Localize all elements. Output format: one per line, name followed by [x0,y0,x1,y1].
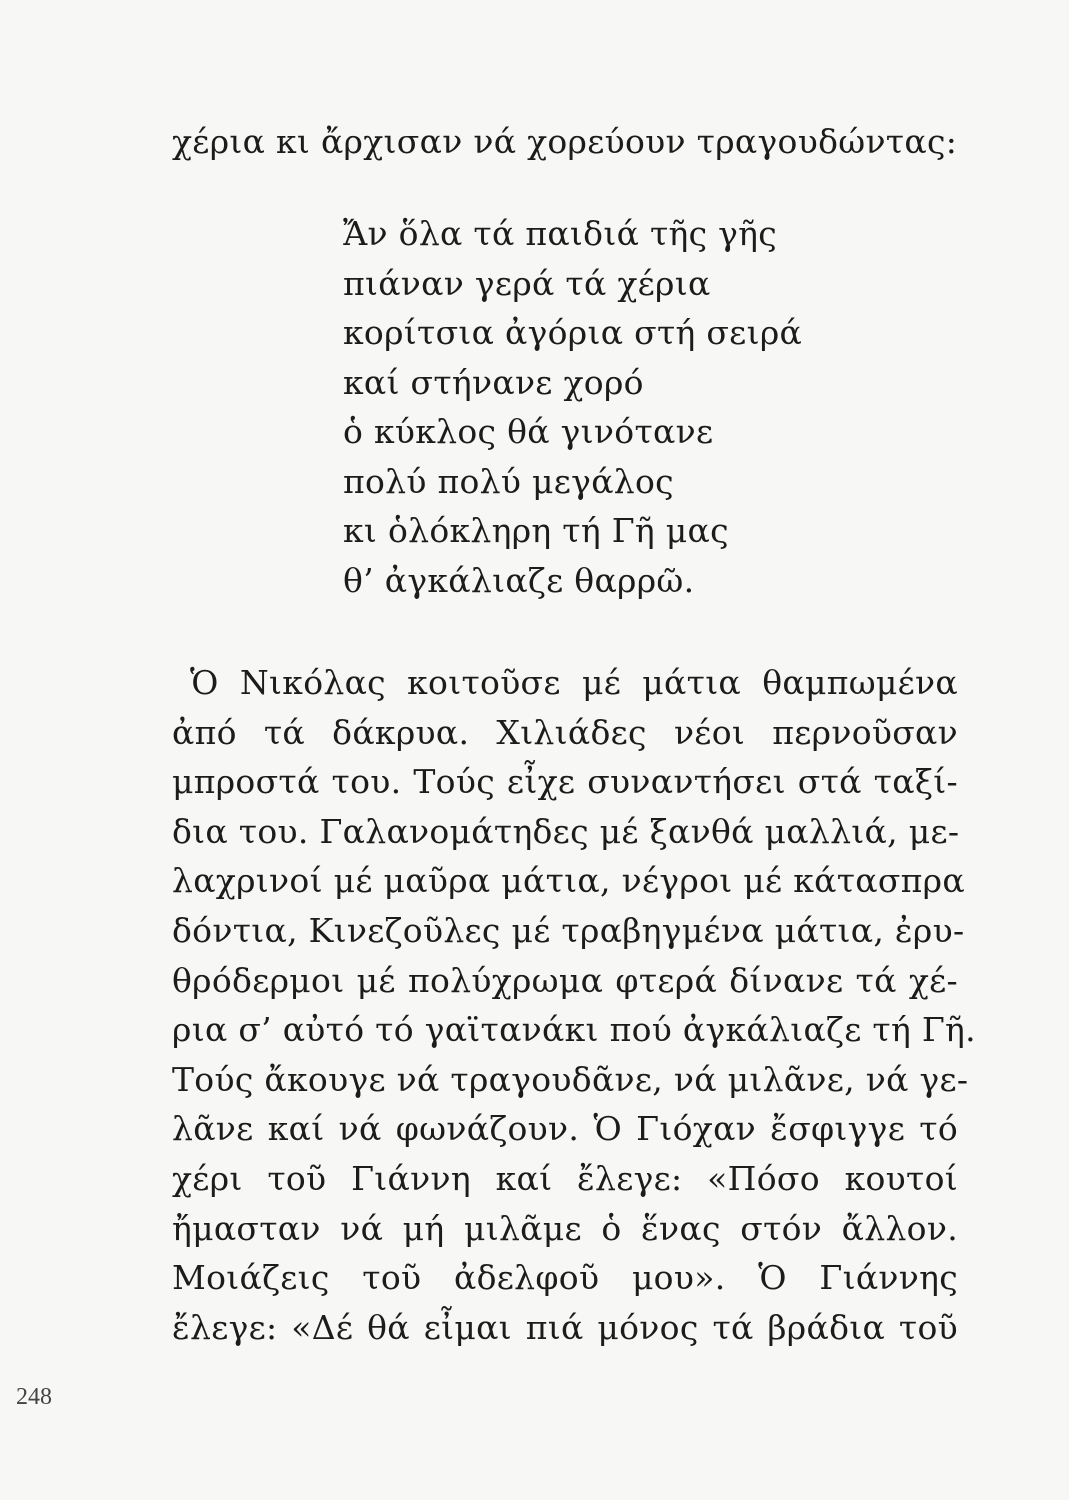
prose-line: ἔλεγε: «Δέ θά εἶμαι πιά μόνος τά βράδια τοῦ [172,1307,958,1347]
poem-line: ὁ κύκλος θά γινότανε [343,412,714,451]
prose-line: μπροστά του. Τούς εἶχε συναντήσει στά ταξί- [172,762,958,802]
prose-line: ἀπό τά δάκρυα. Χιλιάδες νέοι περνοῦσαν [172,712,958,752]
page-number: 248 [16,1384,52,1410]
prose-line: λαχρινοί μέ μαῦρα μάτια, νέγροι μέ κάτασπρα [172,861,965,901]
poem-line: κορίτσια ἀγόρια στή σειρά [343,313,803,352]
poem-line: θ’ ἀγκάλιαζε θαρρῶ. [343,560,695,600]
poem-line: πιάναν γερά τά χέρια [343,263,711,303]
poem-line: πολύ πολύ μεγάλος [343,461,674,501]
poem-line: καί στήνανε χορό [343,362,644,402]
prose-line: δια του. Γαλανομάτηδες μέ ξανθά μαλλιά, με- [172,811,960,851]
prose-line: Ὁ Νικόλας κοιτοῦσε μέ μάτια θαμπωμένα [190,663,958,702]
prose-line: θρόδερμοι μέ πολύχρωμα φτερά δίνανε τά χέ- [172,960,958,1000]
prose-line: ἤμασταν νά μή μιλᾶμε ὁ ἕνας στόν ἄλλον. [172,1208,958,1248]
prose-line: Μοιάζεις τοῦ ἀδελφοῦ μου». Ὁ Γιάννης [172,1258,958,1298]
prose-line: Τούς ἄκουγε νά τραγουδᾶνε, νά μιλᾶνε, νά γε- [172,1059,969,1099]
poem-stanza [343,214,802,610]
prose-line: χέρι τοῦ Γιάννη καί ἔλεγε: «Πόσο κουτοί [172,1158,958,1198]
prose-line: ρια σ’ αὐτό τό γαϊτανάκι πού ἀγκάλιαζε τή Γῆ. [172,1010,976,1050]
poem-line: κι ὁλόκληρη τή Γῆ μας [343,511,729,550]
prose-paragraph [172,663,976,1357]
intro-line: χέρια κι ἄρχισαν νά χορεύουν τραγουδώντας: [172,122,958,161]
prose-line: δόντια, Κινεζοῦλες μέ τραβηγμένα μάτια, ἐρυ- [172,910,965,950]
prose-line: λᾶνε καί νά φωνάζουν. Ὁ Γιόχαν ἔσφιγγε τό [172,1109,958,1149]
poem-line: Ἄν ὅλα τά παιδιά τῆς γῆς [343,214,778,253]
